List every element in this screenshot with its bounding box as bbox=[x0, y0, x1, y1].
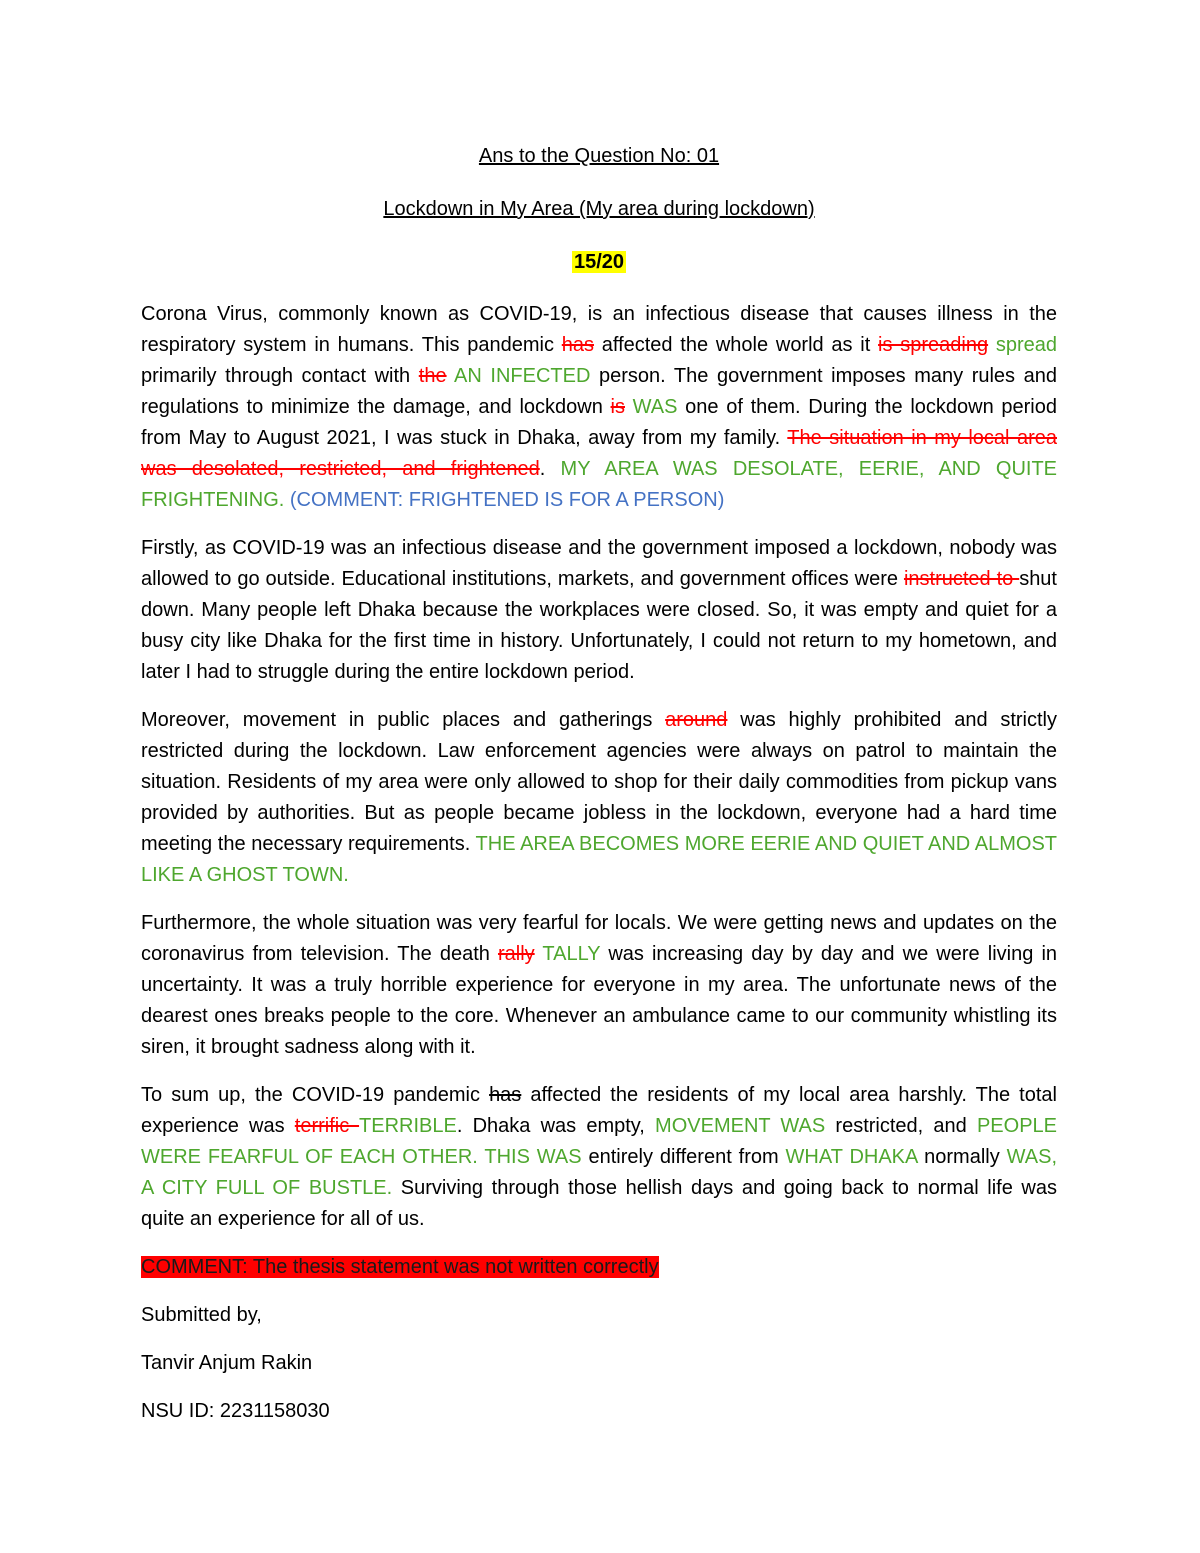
paragraph-intro bbox=[141, 299, 1057, 516]
score-badge: 15/20 bbox=[573, 251, 625, 273]
deleted-text: rally bbox=[497, 943, 535, 965]
inserted-text: MOVEMENT WAS bbox=[655, 1115, 826, 1137]
inserted-text: WAS, A CITY FULL OF BUSTLE. bbox=[141, 1146, 1057, 1199]
deleted-text: is spreading bbox=[878, 334, 989, 356]
question-heading bbox=[141, 140, 1057, 172]
text-run: was increasing day by day and we were living in uncertainty. It was a truly horrible experience for everyone in my area. The unfortunate news of the dearest ones breaks people to the core. Whenever an ambulance came to our community whistling its siren, it brought sadness along with it. bbox=[141, 943, 1058, 1058]
text-run: person. The government imposes many rules and regulations to minimize the damage, and lockdown bbox=[141, 365, 1058, 418]
deleted-text: has bbox=[489, 1084, 522, 1106]
text-run: . bbox=[539, 458, 561, 480]
thesis-comment-text: COMMENT: The thesis statement was not written correctly bbox=[141, 1256, 659, 1278]
score bbox=[141, 246, 1057, 278]
text-run: primarily through contact with bbox=[141, 365, 419, 387]
inserted-text: WAS bbox=[625, 396, 678, 418]
submitted-by: Submitted by, bbox=[141, 1304, 262, 1326]
text-run: Surviving through those hellish days and going back to normal life was quite an experience for all of us. bbox=[141, 1177, 1057, 1230]
inserted-text: PEOPLE WERE FEARFUL OF EACH OTHER. THIS WAS bbox=[141, 1115, 1058, 1168]
text-run: restricted, and bbox=[825, 1115, 977, 1137]
inserted-text: WHAT DHAKA bbox=[785, 1146, 918, 1168]
deleted-text: instructed to bbox=[903, 568, 1020, 590]
paragraph-firstly bbox=[141, 533, 1057, 688]
student-id: NSU ID: 2231158030 bbox=[141, 1400, 330, 1422]
text-run: . Dhaka was empty, bbox=[456, 1115, 656, 1137]
text-run: Furthermore, the whole situation was very fearful for locals. We were getting news and updates on the coronavirus from television. The death bbox=[141, 912, 1057, 965]
text-run: affected the residents of my local area harshly. The total experience was bbox=[141, 1084, 1057, 1137]
thesis-comment bbox=[141, 1252, 1057, 1283]
text-run: affected the whole world as it bbox=[594, 334, 879, 356]
inserted-text: MY AREA WAS DESOLATE, EERIE, AND QUITE FRIGHTENING. bbox=[141, 458, 1058, 511]
deleted-text: around bbox=[665, 709, 728, 731]
text-run: Firstly, as COVID-19 was an infectious disease and the government imposed a lockdown, nobody was allowed to go outside. Educational institutions, markets, and government offices were bbox=[141, 537, 1057, 590]
author-name: Tanvir Anjum Rakin bbox=[141, 1352, 313, 1374]
deleted-text: the bbox=[418, 365, 447, 387]
text-run: Moreover, movement in public places and gatherings bbox=[141, 709, 666, 731]
text-run: shut down. Many people left Dhaka because the workplaces were closed. So, it was empty and quiet for a busy city like Dhaka for the first time in history. Unfortunately, I could not return to my hometown, and later I had to struggle during the entire lockdown period. bbox=[141, 568, 1057, 683]
paragraph-moreover bbox=[141, 705, 1057, 891]
reviewer-note: (COMMENT: FRIGHTENED IS FOR A PERSON) bbox=[284, 489, 725, 511]
text-run: one of them. During the lockdown period from May to August 2021, I was stuck in Dhaka, away from my family. bbox=[141, 396, 1057, 449]
text-run: was highly prohibited and strictly restricted during the lockdown. Law enforcement agencies were always on patrol to maintain the situation. Residents of my area were only allowed to shop for their daily commodities from pickup vans provided by authorities. But as people became jobless in the lockdown, everyone had a hard time meeting the necessary requirements. bbox=[141, 709, 1057, 855]
inserted-text: spread bbox=[995, 334, 1058, 356]
text-run: Corona Virus, commonly known as COVID-19, is an infectious disease that causes illness in the respiratory system in humans. This pandemic bbox=[141, 303, 1057, 356]
inserted-text: THE AREA BECOMES MORE EERIE AND QUIET AND ALMOST LIKE A GHOST TOWN. bbox=[141, 833, 1057, 886]
text-run: normally bbox=[917, 1146, 1007, 1168]
document-page bbox=[141, 140, 1057, 1444]
deleted-text: The situation in my local area was desolated, restricted, and frightened bbox=[141, 427, 1057, 480]
essay-title bbox=[141, 193, 1057, 225]
essay-title-text: Lockdown in My Area (My area during lockdown) bbox=[383, 198, 815, 220]
text-run: To sum up, the COVID-19 pandemic bbox=[141, 1084, 490, 1106]
deleted-text: is bbox=[610, 396, 625, 418]
question-heading-text: Ans to the Question No: 01 bbox=[478, 145, 720, 167]
paragraph-conclusion bbox=[141, 1080, 1057, 1235]
paragraph-furthermore bbox=[141, 908, 1057, 1063]
inserted-text: AN INFECTED bbox=[446, 365, 591, 387]
deleted-text: has bbox=[561, 334, 594, 356]
text-run: entirely different from bbox=[581, 1146, 786, 1168]
inserted-text: TERRIBLE bbox=[359, 1115, 457, 1137]
deleted-text: terrific bbox=[294, 1115, 360, 1137]
inserted-text: TALLY bbox=[534, 943, 601, 965]
